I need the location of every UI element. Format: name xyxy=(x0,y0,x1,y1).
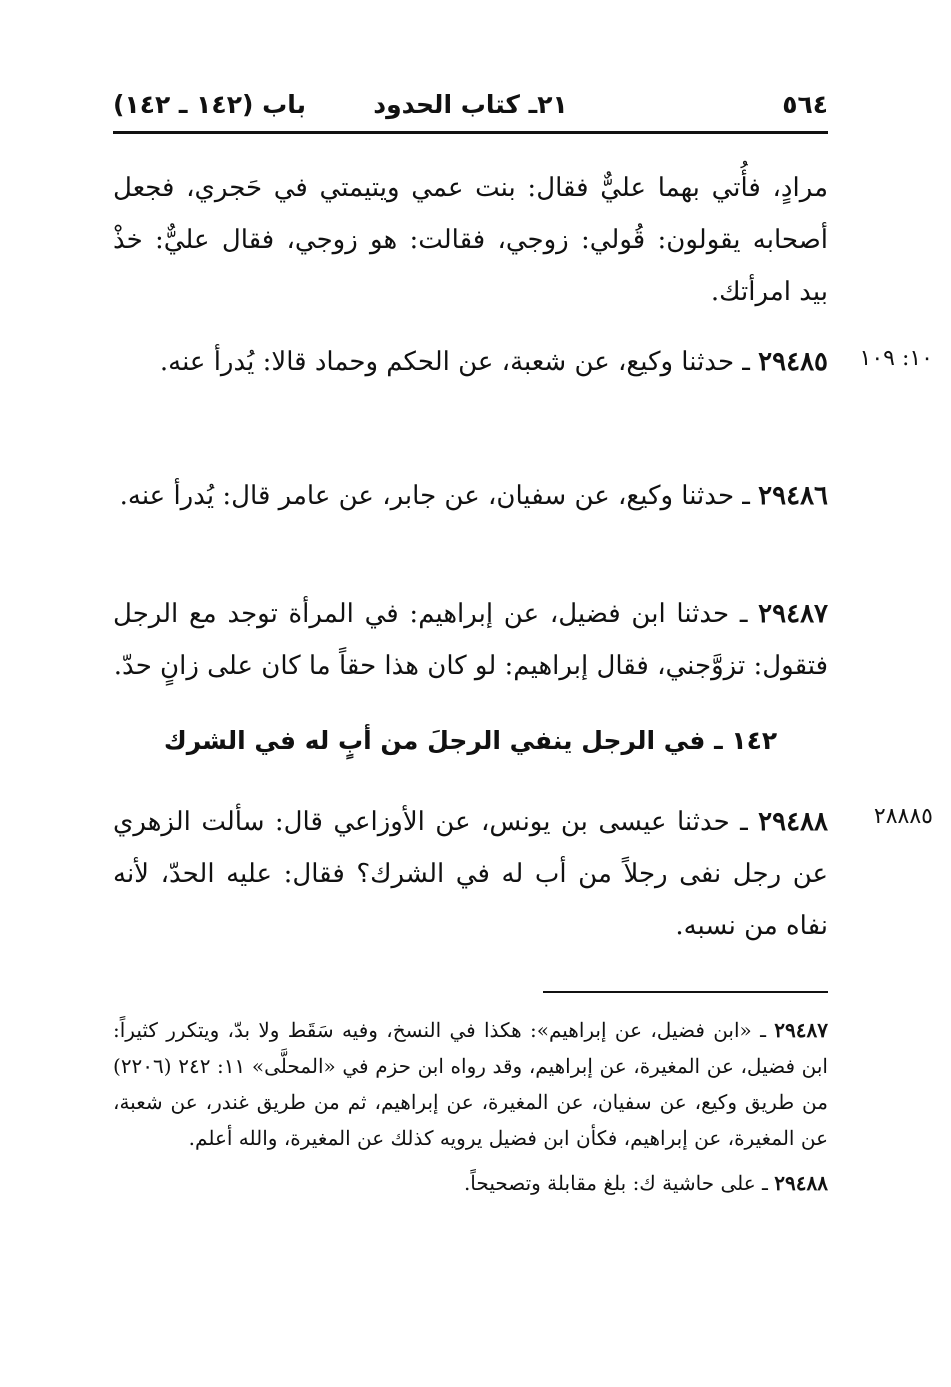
footnote-text: ـ «ابن فضيل، عن إبراهيم»: هكذا في النسخ، وفيه سَقَط ولا بدّ، ويتكرر كثيراً: ابن فضيل، عن المغيرة، عن إبراهيم، وقد رواه ابن حزم في «المحلَّى» ١١: ٢٤٢ (٢٢٠٦) من طريق وكيع، عن سفيان، عن المغيرة، عن إبراهيم، ثم من طريق غندر، عن شعبة، عن المغيرة، عن إبراهيم، فكأن ابن فضيل يرويه كذلك عن المغيرة، والله أعلم. xyxy=(113,1018,828,1150)
hadith-text: ـ حدثنا وكيع، عن سفيان، عن جابر، عن عامر قال: يُدرأ عنه. xyxy=(119,481,759,511)
hadith-number: ٢٩٤٨٧ xyxy=(758,599,828,629)
hadith-29485 xyxy=(113,336,828,388)
hadith-29487 xyxy=(113,588,828,692)
footnote-text: ـ على حاشية ك: بلغ مقابلة وتصحيحاً. xyxy=(463,1171,775,1195)
margin-reference: ١٠: ١٠٩ xyxy=(859,346,933,371)
hadith-text: ـ حدثنا عيسى بن يونس، عن الأوزاعي قال: سألت الزهري عن رجل نفى رجلاً من أب له في الشرك؟ فقال: عليه الحدّ، لأنه نفاه من نسبه. xyxy=(113,807,828,941)
footnote-number: ٢٩٤٨٨ xyxy=(774,1171,828,1195)
footnote-divider xyxy=(543,991,828,993)
header-divider xyxy=(113,131,828,134)
main-text xyxy=(113,162,828,982)
page-number: ٥٦٤ xyxy=(782,90,828,119)
hadith-number: ٢٩٤٨٥ xyxy=(758,347,828,377)
chapter-range: باب (١٤٢ ـ ١٤٢) xyxy=(113,90,306,119)
hadith-29488 xyxy=(113,796,828,952)
footnote-29488 xyxy=(113,1165,828,1201)
book-title: ٢١ـ كتاب الحدود xyxy=(373,90,568,119)
section-heading: ١٤٢ ـ في الرجل ينفي الرجلَ من أبٍ له في الشرك xyxy=(163,726,778,755)
footnote-number: ٢٩٤٨٧ xyxy=(774,1018,828,1042)
page-header xyxy=(113,86,828,126)
paragraph-continuation: مرادٍ، فأُتي بهما عليٌّ فقال: بنت عمي ويتيمتي في حَجري، فجعل أصحابه يقولون: قُولي: زوجي، فقالت: هو زوجي، فقال عليٌّ: خذْ بيد امرأتك. xyxy=(113,173,828,307)
margin-reference: ٢٨٨٨٥ xyxy=(873,804,933,829)
footnote-29487 xyxy=(113,1012,828,1156)
hadith-text: ـ حدثنا وكيع، عن شعبة، عن الحكم وحماد قالا: يُدرأ عنه. xyxy=(159,347,759,377)
hadith-text: ـ حدثنا ابن فضيل، عن إبراهيم: في المرأة توجد مع الرجل فتقول: تزوَّجني، فقال إبراهيم: لو كان هذا حقاً ما كان على زانٍ حدّ. xyxy=(113,599,828,681)
hadith-29486 xyxy=(113,470,828,522)
hadith-number: ٢٩٤٨٨ xyxy=(758,807,828,837)
footnotes xyxy=(113,1012,828,1210)
hadith-number: ٢٩٤٨٦ xyxy=(758,481,828,511)
